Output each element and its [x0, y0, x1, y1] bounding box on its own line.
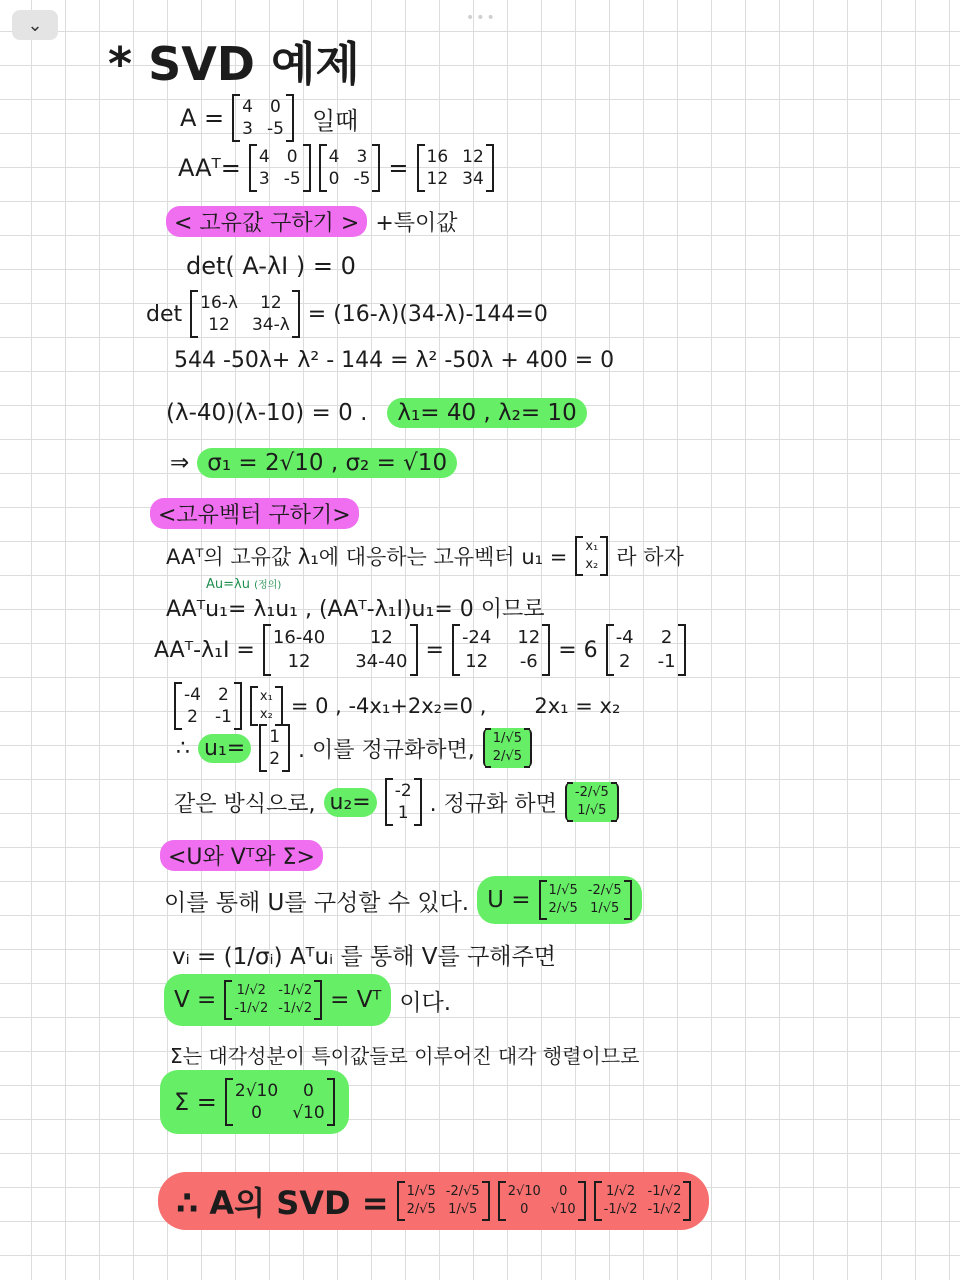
final-matrix-sigma: 2√10 0 0 √10 — [498, 1181, 586, 1221]
matrix-a-copy: 4 0 3 -5 — [249, 144, 311, 192]
final-svd-highlight: ∴ A의 SVD = 1/√5 -2/√5 2/√5 1/√5 2√10 0 0 √10 1/√2 -1/√2 -1/√2 -1/√2 — [158, 1172, 709, 1230]
aat-line: AAᵀ= 4 0 3 -5 4 3 0 -5 = 16 12 12 34 — [178, 144, 494, 192]
section-eigenvalue-heading: < 고유값 구하기 > +특이값 — [166, 206, 458, 237]
eigen-system-line: -4 2 2 -1 x₁ x₂ = 0 , -4x₁+2x₂=0 , 2x₁ = x₂ — [174, 682, 620, 730]
collapse-button[interactable] — [12, 10, 58, 40]
matrix-a-line: A = 4 0 3 -5 일때 — [180, 94, 358, 142]
vector-x-system: x₁ x₂ — [250, 686, 283, 726]
u2-line: 같은 방식으로, u₂= -2 1 . 정규화 하면 -2/√5 1/√5 — [174, 778, 619, 826]
u1-highlight: u₁= — [198, 734, 251, 763]
singular-values-line: ⇒ σ₁ = 2√10 , σ₂ = √10 — [170, 448, 457, 478]
matrix-v: 1/√2 -1/√2 -1/√2 -1/√2 — [224, 980, 322, 1020]
vector-x: x₁ x₂ — [575, 536, 608, 576]
section-eigenvector-heading: <고유벡터 구하기> — [150, 498, 359, 529]
sigma-highlight: Σ = 2√10 0 0 √10 — [160, 1070, 349, 1134]
u1-line: ∴ u₁= 1 2 . 이를 정규화하면, 1/√5 2/√5 — [176, 724, 532, 772]
matrix-a: 4 0 3 -5 — [232, 94, 294, 142]
matrix-system: -4 2 2 -1 — [174, 682, 242, 730]
final-matrix-u: 1/√5 -2/√5 2/√5 1/√5 — [397, 1181, 490, 1221]
u2-highlight: u₂= — [324, 788, 377, 817]
eigenvalues-highlight: λ₁= 40 , λ₂= 10 — [387, 398, 586, 428]
eigenvector-def-line: AAᵀ의 고유값 λ₁에 대응하는 고유벡터 u₁ = x₁ x₂ 라 하자 — [166, 536, 684, 576]
v-matrix-line: V = 1/√2 -1/√2 -1/√2 -1/√2 = Vᵀ 이다. — [164, 974, 451, 1026]
chevron-down-icon: ⌄ — [27, 14, 43, 36]
det-expanded-line: det 16-λ 12 12 34-λ = (16-λ)(34-λ)-144=0 — [146, 290, 548, 338]
final-matrix-vt: 1/√2 -1/√2 -1/√2 -1/√2 — [594, 1181, 692, 1221]
matrix-factored: -4 2 2 -1 — [606, 624, 686, 676]
normalized-u2: -2/√5 1/√5 — [565, 782, 619, 822]
matrix-a-transpose: 4 3 0 -5 — [319, 144, 381, 192]
normalized-u1: 1/√5 2/√5 — [483, 728, 532, 768]
vector-u1: 1 2 — [259, 724, 290, 772]
eigenvalues-line: (λ-40)(λ-10) = 0 . λ₁= 40 , λ₂= 10 — [166, 398, 587, 428]
matrix-aat-minus-40: 16-40 12 12 34-40 — [263, 624, 418, 676]
matrix-a-minus-lambda: 16-λ 12 12 34-λ — [190, 290, 300, 338]
sigma-matrix-line — [160, 1070, 349, 1134]
matrix-simplified: -24 12 12 -6 — [452, 624, 550, 676]
sigma-description: Σ는 대각성분이 특이값들로 이루어진 대각 행렬이므로 — [170, 1044, 640, 1068]
matrix-aat: 16 12 12 34 — [417, 144, 494, 192]
more-options-dots[interactable]: ••• — [466, 10, 497, 26]
quadratic-line: 544 -50λ+ λ² - 144 = λ² -50λ + 400 = 0 — [174, 348, 615, 373]
matrix-u: 1/√5 -2/√5 2/√5 1/√5 — [539, 880, 632, 920]
final-svd-line — [158, 1172, 709, 1230]
det-equation: det( A-λI ) = 0 — [186, 252, 356, 280]
v-formula-line: vᵢ = (1/σᵢ) Aᵀuᵢ 를 통해 V를 구해주면 — [172, 944, 556, 970]
vector-u2: -2 1 — [385, 778, 422, 826]
u-matrix-line: 이를 통해 U를 구성할 수 있다. U = 1/√5 -2/√5 2/√5 1/√5 — [164, 876, 642, 924]
eigen-relation-line: AAᵀu₁= λ₁u₁ , (AAᵀ-λ₁I)u₁= 0 이므로 — [166, 597, 545, 622]
matrix-sigma: 2√10 0 0 √10 — [225, 1078, 335, 1126]
page-title: * SVD 예제 — [108, 37, 360, 91]
v-matrix-highlight: V = 1/√2 -1/√2 -1/√2 -1/√2 = Vᵀ — [164, 974, 391, 1026]
u-matrix-highlight: U = 1/√5 -2/√5 2/√5 1/√5 — [477, 876, 642, 924]
singular-values-highlight: σ₁ = 2√10 , σ₂ = √10 — [197, 448, 457, 478]
aat-minus-lambda-line: AAᵀ-λ₁I = 16-40 12 12 34-40 = -24 12 12 -6 = 6 -4 2 2 -1 — [154, 624, 686, 676]
definition-note: Au=λu (정의) — [206, 577, 282, 592]
section-usv-heading: <U와 Vᵀ와 Σ> — [160, 840, 323, 871]
